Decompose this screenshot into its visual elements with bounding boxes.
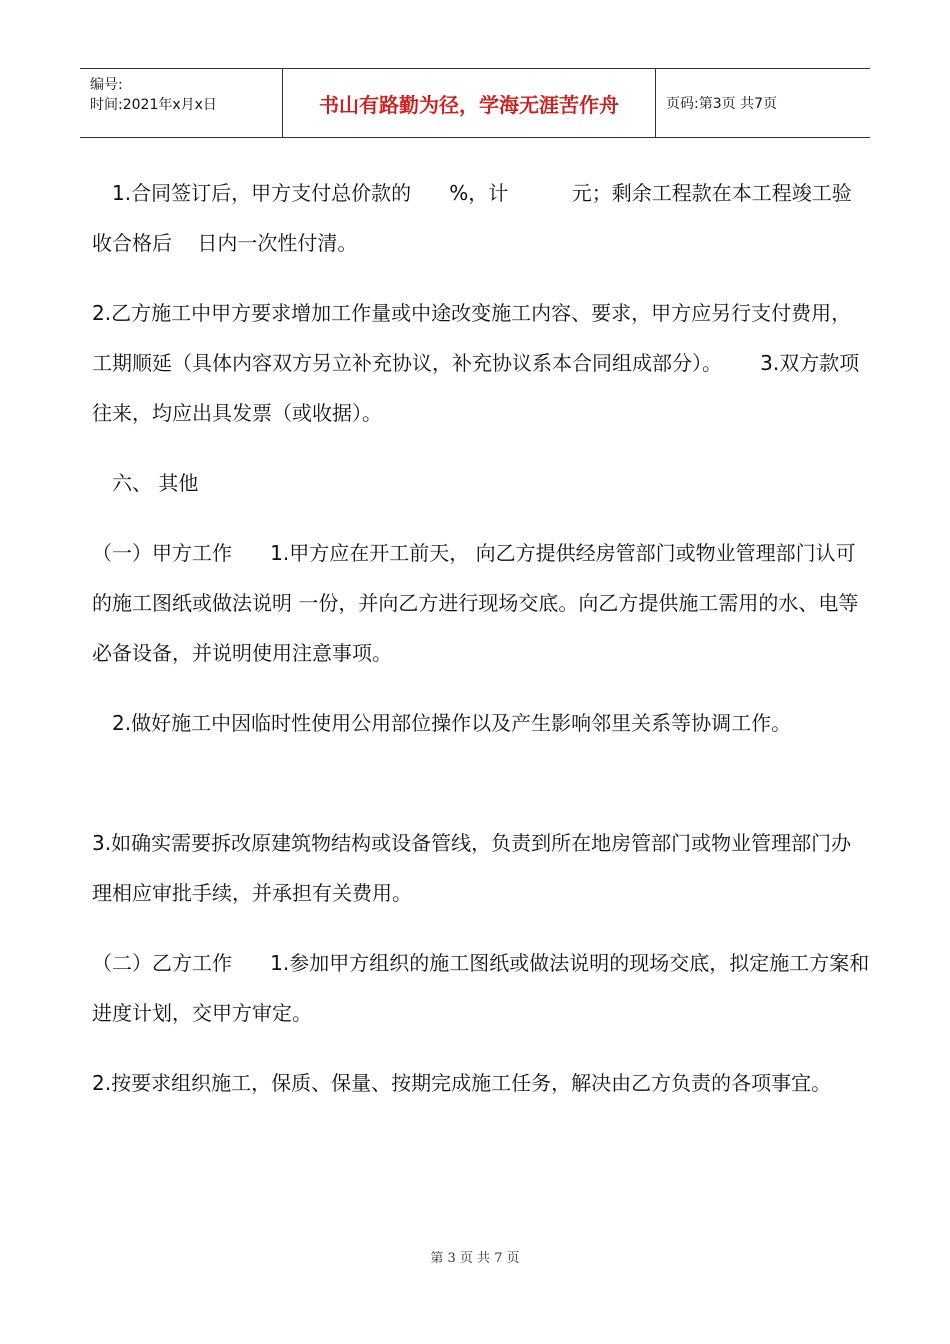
- paragraph-party-b-work: （二）乙方工作 1.参加甲方组织的施工图纸或做法说明的现场交底，拟定施工方案和进度计划，交甲方审定。: [92, 951, 870, 1025]
- paragraph-party-a-work: （一）甲方工作 1.甲方应在开工前天， 向乙方提供经房管部门或物业管理部门认可的施工图纸或做法说明 一份，并向乙方进行现场交底。向乙方提供施工需用的水、电等必备设备，并说明使用注意事项。: [92, 541, 859, 665]
- page-header: [80, 68, 870, 138]
- paragraph-party-a-item-2: 2.做好施工中因临时性使用公用部位操作以及产生影响邻里关系等协调工作。: [112, 711, 792, 735]
- header-motto: 书山有路勤为径，学海无涯苦作舟: [282, 69, 656, 137]
- paragraph-party-a-item-3: 3.如确实需要拆改原建筑物结构或设备管线，负责到所在地房管部门或物业管理部门办理相应审批手续，并承担有关费用。: [92, 831, 852, 905]
- paragraph-payment-1: 1.合同签订后，甲方支付总价款的 %，计 元；剩余工程款在本工程竣工验收合格后 日内一次性付清。: [92, 181, 852, 255]
- paragraph-payment-2: 2.乙方施工中甲方要求增加工作量或中途改变施工内容、要求，甲方应另行支付费用，工期顺延（具体内容双方另立补充协议，补充协议系本合同组成部分）。 3.双方款项往来，均应出具发票（或收据）。: [92, 301, 860, 425]
- document-number-label: 编号:: [90, 77, 123, 93]
- section-heading-other: 六、 其他: [112, 471, 199, 495]
- page-footer: 第 3 页 共 7 页: [430, 1251, 520, 1266]
- paragraph-party-b-item-2: 2.按要求组织施工，保质、保量、按期完成施工任务，解决由乙方负责的各项事宜。: [92, 1071, 832, 1095]
- header-meta: [80, 69, 282, 137]
- document-body: [92, 168, 870, 1108]
- document-time-label: 时间:2021年x月x日: [90, 97, 217, 113]
- header-page-info: 页码:第3页 共7页: [666, 96, 777, 112]
